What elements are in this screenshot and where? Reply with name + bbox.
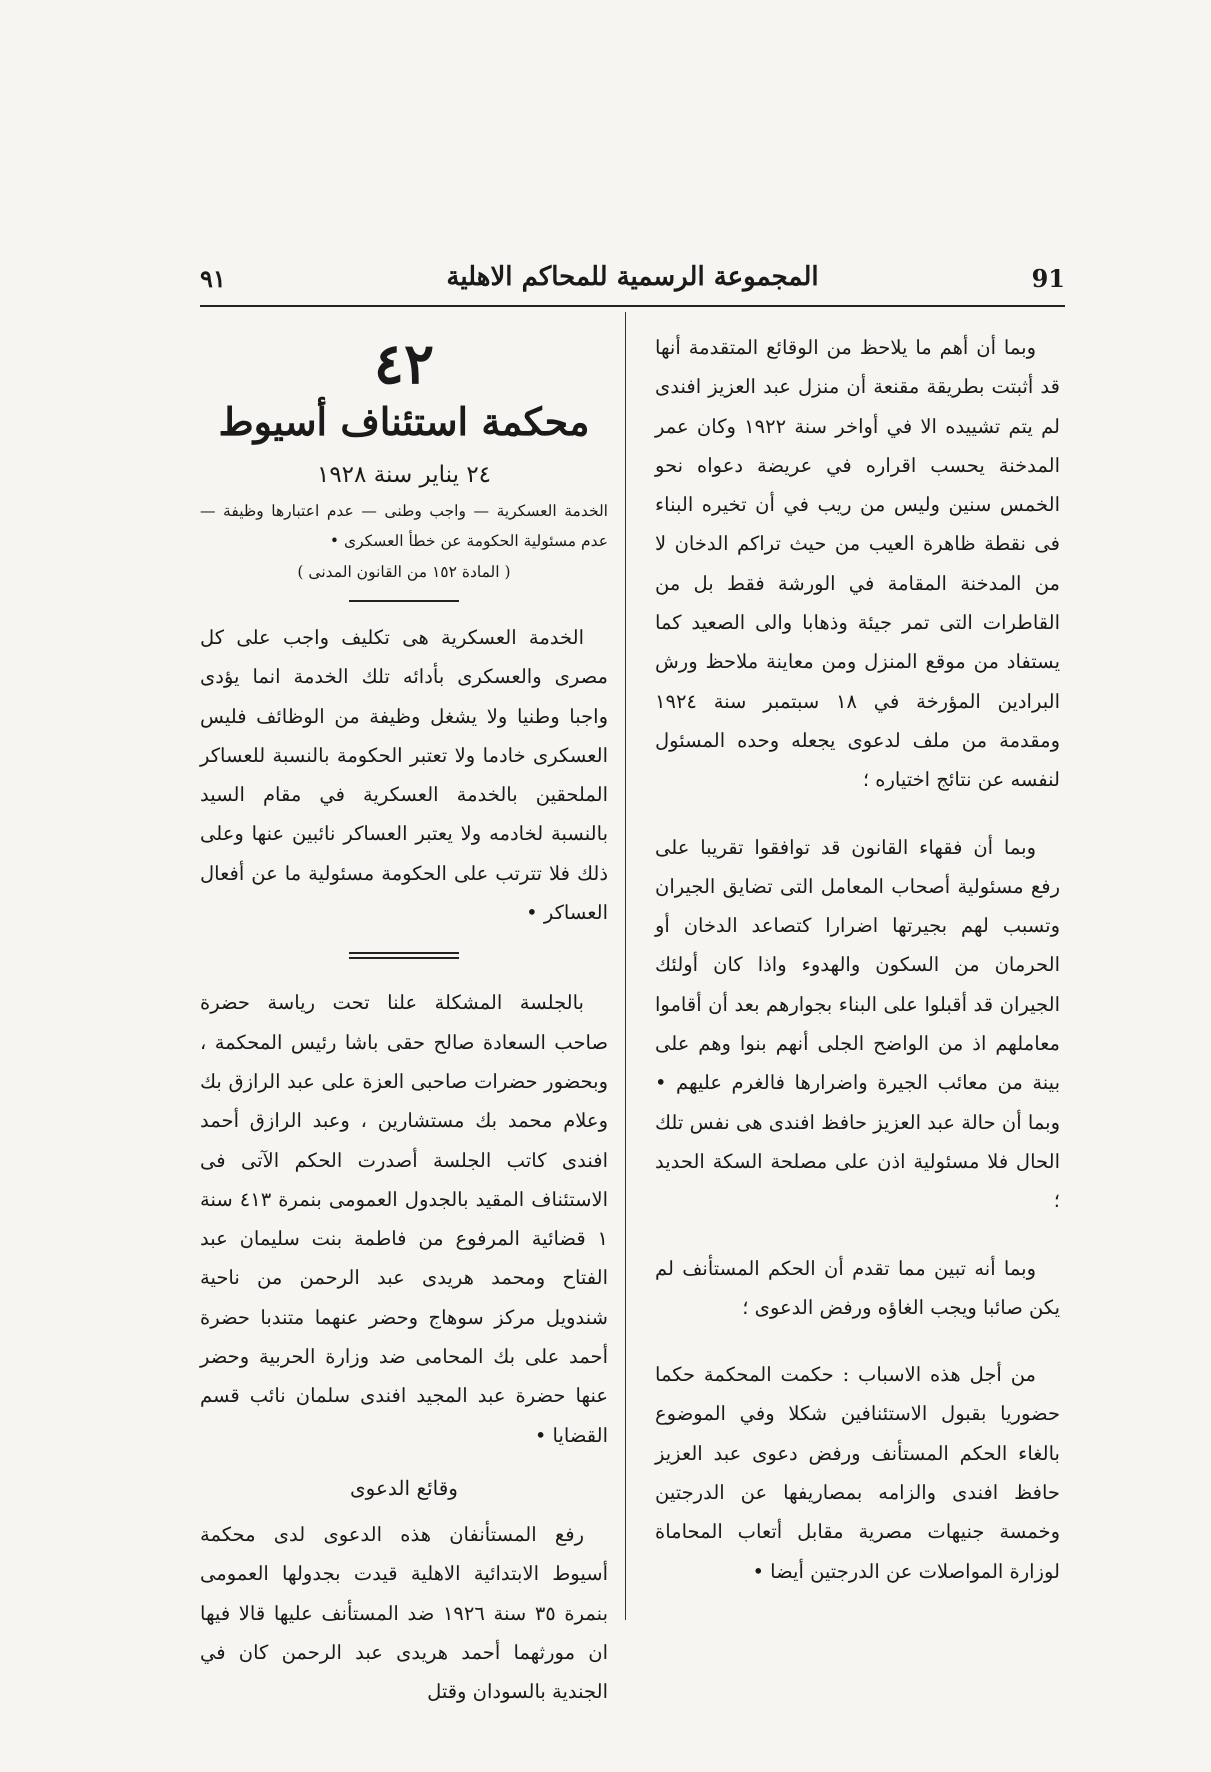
left-column <box>200 328 608 1711</box>
facts-paragraph: رفع المستأنفان هذه الدعوى لدى محكمة أسيوط الابتدائية الاهلية قيدت بجدولها العمومى بنمرة ٣٥ سنة ١٩٢٦ ضد المستأنف عليها قالا فيها ان مورثهما أحمد هريدى عبد الرحمن كان في الجندية بالسودان وقتل <box>200 1522 608 1704</box>
right-column <box>655 328 1060 1591</box>
judgment-paragraph: من أجل هذه الاسباب : حكمت المحكمة حكما حضوريا بقبول الاستئنافين شكلا وفي الموضوع بالغاء الحكم المستأنف ورفض دعوى عبد العزيز حافظ افندى والزامه بمصاريفها عن الدرجتين وخمسة جنيهات مصرية مقابل أتعاب المحاماة لوزارة المواصلات عن الدرجتين أيضا • <box>655 1363 1060 1583</box>
double-divider <box>349 952 459 959</box>
column-divider <box>625 312 626 1620</box>
case-number: ٤٢ <box>373 331 435 397</box>
judgment-date: ٢٤ يناير سنة ١٩٢٨ <box>316 462 492 488</box>
session-paragraph: بالجلسة المشكلة علنا تحت رياسة حضرة صاحب السعادة صالح حقى باشا رئيس المحكمة ، وبحضور حضرات صاحبى العزة على عبد الرازق بك وعلام محمد بك مستشارين ، وعبد الرازق أحمد افندى كاتب الجلسة أصدرت الحكم الآتى فى الاستئناف المقيد بالجدول العمومى بنمرة ٤١٣ سنة ١ قضائية المرفوع من فاطمة بنت سليمان عبد الفتاح ومحمد هريدى عبد الرحمن من ناحية شندويل مركز سوهاج وحضر عنهما متندبا حضرة أحمد على بك المحامى ضد وزارة الحربية وحضر عنها حضرة عبد المجيد افندى سلمان نائب قسم القضايا • <box>200 991 608 1447</box>
court-name: محكمة استئناف أسيوط <box>218 399 590 444</box>
journal-title: المجموعة الرسمية للمحاكم الاهلية <box>446 262 819 292</box>
page-number-left: ٩١ <box>200 264 226 293</box>
divider <box>349 600 459 602</box>
facts-heading: وقائع الدعوى <box>350 1475 458 1500</box>
page-header <box>200 258 1065 302</box>
keywords: الخدمة العسكرية — واجب وطنى — عدم اعتبارها وظيفة — عدم مسئولية الحكومة عن خطأ العسكرى • <box>200 502 608 550</box>
header-rule <box>200 305 1065 307</box>
paragraph: وبما أنه تبين مما تقدم أن الحكم المستأنف لم يكن صائبا ويجب الغاؤه ورفض الدعوى ؛ <box>655 1256 1060 1319</box>
page-number-right: 91 <box>1031 264 1065 293</box>
paragraph: وبما أن فقهاء القانون قد توافقوا تقريبا على رفع مسئولية أصحاب المعامل التى تضايق الجيران وتسبب لهم بجيرتها اضرارا كتصاعد الدخان أو الحرمان من السكون والهدوء واذا كان أولئك الجيران قد أقبلوا على البناء بجوارهم بعد أن أقاموا معاملهم اذ من الواضح الجلى أنهم بنوا وهم على بينة من معائب الجيرة واضرارها فالغرم عليهم • وبما أن حالة عبد العزيز حافظ افندى هى نفس تلك الحال فلا مسئولية اذن على مصلحة السكة الحديد ؛ <box>655 835 1060 1213</box>
legal-article: ( المادة ١٥٢ من القانون المدنى ) <box>297 563 511 581</box>
legal-principle: الخدمة العسكرية هى تكليف واجب على كل مصرى والعسكرى بأدائه تلك الخدمة انما يؤدى واجبا وطنيا ولا يشغل وظيفة من الوظائف فليس العسكرى خادما ولا تعتبر الحكومة بالنسبة للعساكر الملحقين بالخدمة العسكرية في مقام السيد بالنسبة لخادمه ولا يعتبر العساكر نائبين عنها وعلى ذلك فلا تترتب على الحكومة مسئولية ما عن أفعال العساكر • <box>200 626 608 925</box>
paragraph: وبما أن أهم ما يلاحظ من الوقائع المتقدمة أنها قد أثبتت بطريقة مقنعة أن منزل عبد العزيز افندى لم يتم تشييده الا في أواخر سنة ١٩٢٢ وكان عمر المدخنة يحسب اقراره في عريضة دعواه نحو الخمس سنين وليس من ريب في أن تخيره البناء فى نقطة ظاهرة العيب من حيث تراكم الدخان لا من المدخنة المقامة في الورشة فقط بل من القاطرات التى تمر جيئة وذهابا والى الصعيد كما يستفاد من موقع المنزل ومن معاينة ملاحظ ورش البرادين المؤرخة في ١٨ سبتمبر سنة ١٩٢٤ ومقدمة من ملف لدعوى يجعله وحده المسئول لنفسه عن نتائج اختياره ؛ <box>655 336 1060 792</box>
